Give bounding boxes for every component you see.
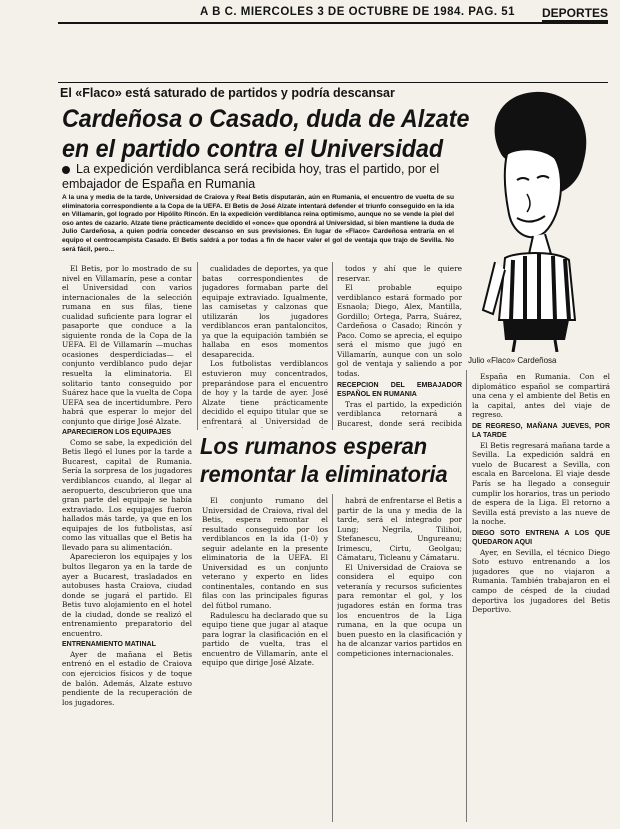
paragraph: Ayer, en Sevilla, el técnico Diego Soto estuvo entrenando a los jugadores que no viajaron a Rumania. También trabajaron en el campo de césped de la ciudad deportiva los jugadores del Betis Deportivo. [472,547,610,615]
paragraph: El Betis regresará mañana tarde a Sevilla. La expedición saldrá en vuelo de Bucarest a Sevilla, con escala en Barcelona. El viaje desde París se ha llegado a conseguir cumplir los horarios, tras un periodo de espera de la Liga. El retorno a Sevilla está previsto a las nueve de la noche. [472,440,610,527]
column-rule [332,494,333,822]
subhead-text: La expedición verdiblanca será recibida hoy, tras el partido, por el embajador de España en Rumania [62,162,440,191]
section-subhead: APARECIERON LOS EQUIPAJES [62,429,172,437]
second-article-column-2 [337,496,462,822]
column-rule [197,262,198,430]
caricature-illustration [455,84,615,352]
section-subhead: RECEPCION DEL EMBAJADOR ESPAÑOL EN RUMANIA [337,381,462,399]
paragraph: Tras el partido, la expedición verdiblanca retornará a Bucarest, donde será recibida [337,399,462,428]
section-subhead: ENTRENAMIENTO MATINAL [62,641,156,649]
header-rule [58,22,608,24]
second-article-column-1 [202,496,328,822]
kicker-rule [58,82,608,83]
article-column-3 [337,264,462,428]
column-rule [466,370,467,822]
paragraph: Los futbolistas verdiblancos estuvieron muy concentrados, preparándose para el encuentro de hoy y la tarde de ayer. José Alzate tiene prácticamente decidido el equipo titular que se enfrentará al Universidad de [202,359,328,426]
article-column-2 [202,264,328,428]
paragraph: todos y ahí que le quiere reservar. [337,264,462,283]
article-column-4 [472,372,610,822]
paragraph: El conjunto rumano del Universidad de Craiova, rival del Betis, espera remontar el resultado conseguido por los verdiblancos en la ida (1-0) y seguir adelante en la presente eliminatoria de la UEFA. El Universidad es un conjunto veterano y experto en lides continentales, contando en sus filas con las principales figuras del fútbol rumano. [202,496,328,611]
section-label: DEPORTES [541,6,608,20]
paragraph: España en Rumania. Con el diplomático español se compartirá una cena y el ambiente del Betis en la capital, antes del viaje de regreso. [472,372,610,420]
paragraph: Aparecieron los equipajes y los bultos llegaron ya en la tarde de ayer a Bucarest, trasladados en autobuses hasta Craiova, ciudad donde se jugará el partido. El Betis tuvo alojamiento en el hotel de la ciudad, donde se realizó el entrenamiento preparatorio del encuentro. [62,552,192,638]
bullet-icon [62,166,70,174]
article-lead: A la una y media de la tarde, Universidad de Craiova y Real Betis disputarán, aún en Rumania, el encuentro de vuelta de su eliminatoria correspondiente a la Copa de la UEFA. El Betis de José Alzate intentará defender el triunfo conseguido en la ida en Villamarín, gol logrado por Hipólito Rincón. En la expedición verdiblanca reina optimismo, aunque no se vende la piel del oso antes de cazarlo. Alzate tiene prácticamente decidido el «once» que opondrá al Universidad, si bien mantiene la duda de Julio Cardeñosa, a quien podría conceder descanso en sus previsiones. En lugar de «Flaco» Cardeñosa entraría en el equipo el centrocampista Casado. El Betis saldrá a por todas a fin de hacer valer el gol de ventaja que trajo de Sevilla. No será fácil, pero... [62,194,454,253]
second-headline-line-2: remontar la eliminatoria [200,461,448,487]
running-head: A B C. MIERCOLES 3 DE OCTUBRE DE 1984. PAG. 51 [200,6,516,18]
second-headline-line-1: Los rumanos esperan [200,433,428,459]
photo-caption: Julio «Flaco» Cardeñosa [468,356,557,365]
article-subhead [62,162,457,192]
paragraph: El Universidad de Craiova se considera el equipo con veteranía y recursos suficientes para remontar el gol, y los jugadores están en forma tras los encuentros de la Liga rumana, en la que ocupa un buen puesto en la clasificación y ha de alcanzar varios partidos en competiciones internacionales. [337,562,462,658]
section-subhead: DIEGO SOTO ENTRENA A LOS QUE QUEDARON AQUI [472,529,610,547]
paragraph: cualidades de deportes, ya que batas correspondientes de jugadores formaban parte del equipaje extraviado. Igualmente, las camisetas y calzonas que utilizarán los jugadores verdiblancos eran pantaloncitos, ya que la equipación también se hallaba en esos momentos desaparecida. [202,264,328,359]
section-subhead: DE REGRESO, MAÑANA JUEVES, POR LA TARDE [472,422,610,440]
article-headline [62,104,469,164]
headline-line-1: Cardeñosa o Casado, duda de Alzate [62,105,470,133]
column-rule [332,262,333,430]
paragraph: El Betis, por lo mostrado de su nivel en Villamarín, pese a contar el Universidad con varios internacionales de la selección rumana en sus filas, tiene cualidad suficiente para lograr el pasaporte que conduce a la siguiente ronda de la Copa de la UEFA. El de Villamarín —muchas ocasiones desperdiciadas— el conjunto verdiblanco pudo dejar resuelta la eliminatoria. El solitario tanto conseguido por Suárez hace que la vuelta de Copa UEFA sea de incertidumbre. Pero habrá que esperar lo mejor del conjunto que dirige José Alzate. [62,264,192,426]
article-column-1 [62,264,192,822]
paragraph: Ayer de mañana el Betis entrenó en el estadio de Craiova con ejercicios físicos y de toque de balón. Además, Alzate estuvo pendiente de la recuperación de los jugadores. [62,649,192,707]
article-kicker: El «Flaco» está saturado de partidos y podría descansar [60,86,395,100]
second-headline [200,432,448,488]
paragraph: Radulescu ha declarado que su equipo tiene que jugar al ataque para lograr la clasificación en el partido de vuelta, tras el encuentro de Villamarín, ante el equipo que dirige José Alzate. [202,610,328,668]
paragraph: habrá de enfrentarse el Betis a partir de la una y media de la tarde, será el integrado por Lung; Negrila, Tilihoi, Stefanescu, Ungureanu; Irimescu, Cirtu, Geolgau; Cámataru, Ticleanu y Cámataru. [337,496,462,563]
paragraph: Como se sabe, la expedición del Betis llegó el lunes por la tarde a Bucarest, capital de Rumania. Sería la sorpresa de los jugadores verdiblancos cuando, al llegar al aeropuerto, descubrieron que una gran parte del equipaje se había extraviado. Los equipajes fueron hallados más tarde, ya que en los equipajes de los futbolistas, así como las vituallas que el Betis ha llevado para su alimentación. [62,437,192,552]
paragraph: El probable equipo verdiblanco estará formado por Esnaola; Diego, Alex, Mantilla, Gordillo; Ortega, Parra, Suárez, Cardeñosa o Casado; Rincón y Paco. Como se aprecia, el equipo será el mismo que jugó en Villamarín, aunque con un solo gol de ventaja y saliendo a por todas. [337,283,462,379]
headline-line-2: en el partido contra el Universidad [62,135,444,163]
